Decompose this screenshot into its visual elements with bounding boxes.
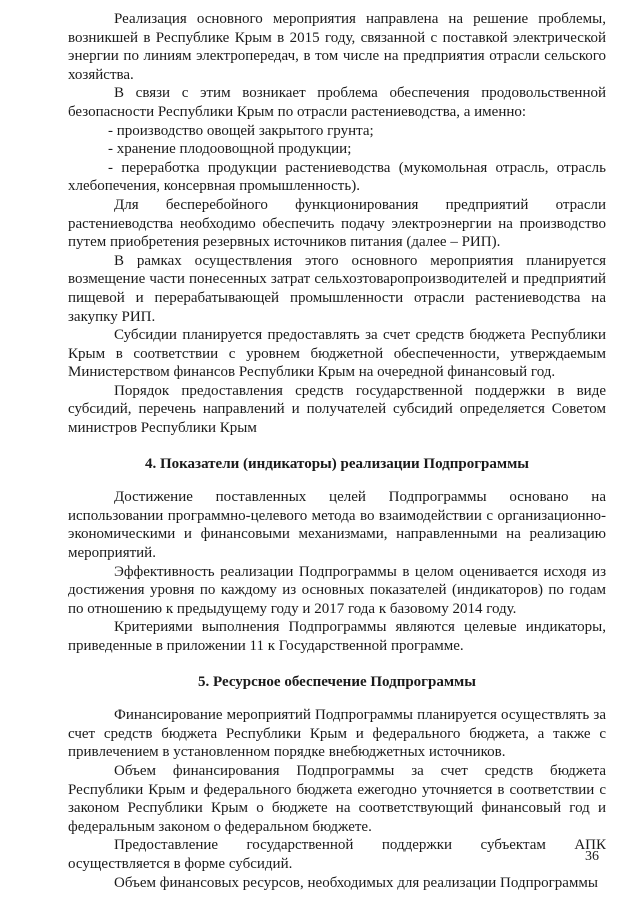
- paragraph-financing-volume: Объем финансирования Подпрограммы за счет средств бюджета Республики Крым и федерального бюджета ежегодно уточняется в соответствии с законом Республики Крым о бюджете на соответствующий финансовый год и федеральным законом о федеральном бюджете.: [68, 762, 606, 835]
- paragraph-intro: Реализация основного мероприятия направлена на решение проблемы, возникшей в Республике Крым в 2015 году, связанной с поставкой электрической энергии по линиям электропередач, в том числе на предприятия отрасли сельского хозяйства.: [68, 11, 606, 83]
- paragraph-food-security: В связи с этим возникает проблема обеспечения продовольственной безопасности Республики Крым по отрасли растениеводства, а именно:: [68, 85, 606, 120]
- page-number: 36: [585, 849, 599, 864]
- list-item: - переработка продукции растениеводства (мукомольная отрасль, отрасль хлебопечения, консервная промышленность).: [68, 159, 606, 195]
- paragraph-criteria: Критериями выполнения Подпрограммы являются целевые индикаторы, приведенные в приложении 11 к Государственной программе.: [68, 619, 606, 654]
- paragraph-compensation: В рамках осуществления этого основного мероприятия планируется возмещение части понесенных затрат сельхозтоваропроизводителей и предприятий пищевой и перерабатывающей промышленности отрасли растениеводства на закупку РИП.: [68, 252, 606, 325]
- paragraph-power-supply: Для бесперебойного функционирования предприятий отрасли растениеводства необходимо обеспечить подачу электроэнергии на производство путем приобретения резервных источников питания (далее – РИП).: [68, 196, 606, 251]
- paragraph-subsidies: Субсидии планируется предоставлять за счет средств бюджета Республики Крым в соответствии с уровнем бюджетной обеспеченности, утверждаемым Министерством финансов Республики Крым на очередной финансовый год.: [68, 327, 606, 381]
- paragraph-financial-resources: Объем финансовых ресурсов, необходимых для реализации Подпрограммы: [114, 874, 598, 891]
- document-body: [68, 10, 606, 892]
- list-item: - производство овощей закрытого грунта;: [108, 122, 374, 139]
- section-heading-indicators: 4. Показатели (индикаторы) реализации Подпрограммы: [144, 455, 530, 472]
- paragraph-procedure: Порядок предоставления средств государственной поддержки в виде субсидий, перечень направлений и получателей субсидий определяется Советом министров Республики Крым: [68, 382, 606, 437]
- paragraph-state-support: Предоставление государственной поддержки субъектам АПК осуществляется в форме субсидий.: [68, 837, 606, 872]
- paragraph-financing: Финансирование мероприятий Подпрограммы планируется осуществлять за счет средств бюджета Республики Крым и федерального бюджета, а также с привлечением в установленном порядке внебюджетных источников.: [68, 707, 606, 761]
- section-heading-resources: 5. Ресурсное обеспечение Подпрограммы: [198, 673, 476, 690]
- paragraph-efficiency: Эффективность реализации Подпрограммы в целом оценивается исходя из достижения уровня по каждому из основных показателей (индикаторов) по годам по отношению к предыдущему году и 2017 года к базовому 2014 году.: [68, 563, 606, 617]
- paragraph-goals: Достижение поставленных целей Подпрограммы основано на использовании программно-целевого метода во взаимодействии с организационно-экономическими и финансовыми механизмами, направленными на реализацию мероприятий.: [68, 489, 606, 562]
- list-item: - хранение плодоовощной продукции;: [108, 141, 352, 158]
